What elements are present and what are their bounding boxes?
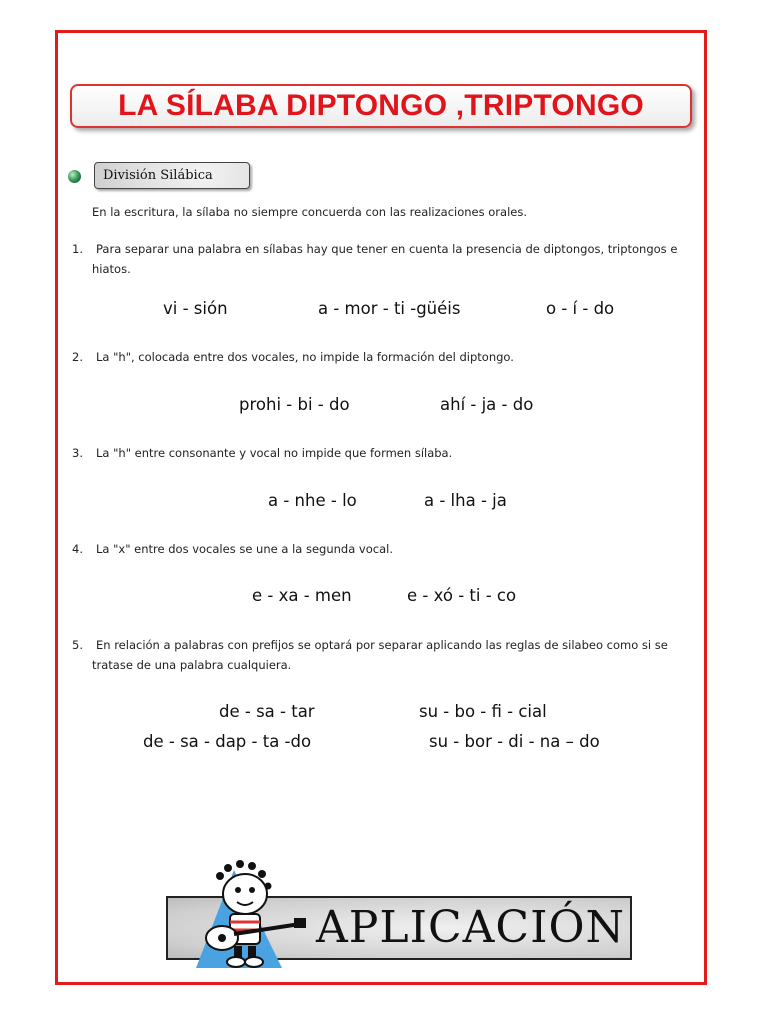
rule-text: tratase de una palabra cualquiera. bbox=[92, 658, 292, 672]
rule-text: Para separar una palabra en sílabas hay que tener en cuenta la presencia de diptongos, triptongos e bbox=[96, 242, 678, 256]
rule-number: 3. bbox=[72, 446, 83, 460]
syllable-example: ahí - ja - do bbox=[440, 395, 534, 414]
syllable-example: su - bor - di - na – do bbox=[429, 732, 600, 751]
rule-text: La "h" entre consonante y vocal no impide que formen sílaba. bbox=[96, 446, 453, 460]
syllable-example: a - nhe - lo bbox=[268, 491, 357, 510]
aplicacion-title: APLICACIÓN bbox=[316, 902, 626, 953]
syllable-example: vi - sión bbox=[163, 299, 228, 318]
bullet-ball-icon bbox=[68, 170, 81, 183]
rule-number: 4. bbox=[72, 542, 83, 556]
syllable-example: prohi - bi - do bbox=[239, 395, 350, 414]
rule-number: 1. bbox=[72, 242, 83, 256]
rule-text: La "x" entre dos vocales se une a la segunda vocal. bbox=[96, 542, 393, 556]
rule-number: 5. bbox=[72, 638, 83, 652]
syllable-example: e - xa - men bbox=[252, 586, 352, 605]
syllable-example: su - bo - fi - cial bbox=[419, 702, 547, 721]
rule-number: 2. bbox=[72, 350, 83, 364]
section-tab bbox=[94, 162, 250, 189]
syllable-example: e - xó - ti - co bbox=[407, 586, 517, 605]
syllable-example: de - sa - dap - ta -do bbox=[143, 732, 312, 751]
section-title: División Silábica bbox=[103, 168, 213, 183]
intro-text: En la escritura, la sílaba no siempre concuerda con las realizaciones orales. bbox=[92, 205, 528, 219]
title-banner bbox=[70, 84, 692, 128]
syllable-example: a - lha - ja bbox=[424, 491, 507, 510]
syllable-example: de - sa - tar bbox=[219, 702, 315, 721]
guitar-kid-illustration bbox=[190, 860, 310, 972]
rule-text: hiatos. bbox=[92, 262, 131, 276]
page-title: LA SÍLABA DIPTONGO ,TRIPTONGO bbox=[118, 89, 644, 122]
rule-text: La "h", colocada entre dos vocales, no impide la formación del diptongo. bbox=[96, 350, 514, 364]
syllable-example: a - mor - ti -güéis bbox=[318, 299, 461, 318]
rule-text: En relación a palabras con prefijos se optará por separar aplicando las reglas de silabeo como si se bbox=[96, 638, 668, 652]
syllable-example: o - í - do bbox=[546, 299, 615, 318]
